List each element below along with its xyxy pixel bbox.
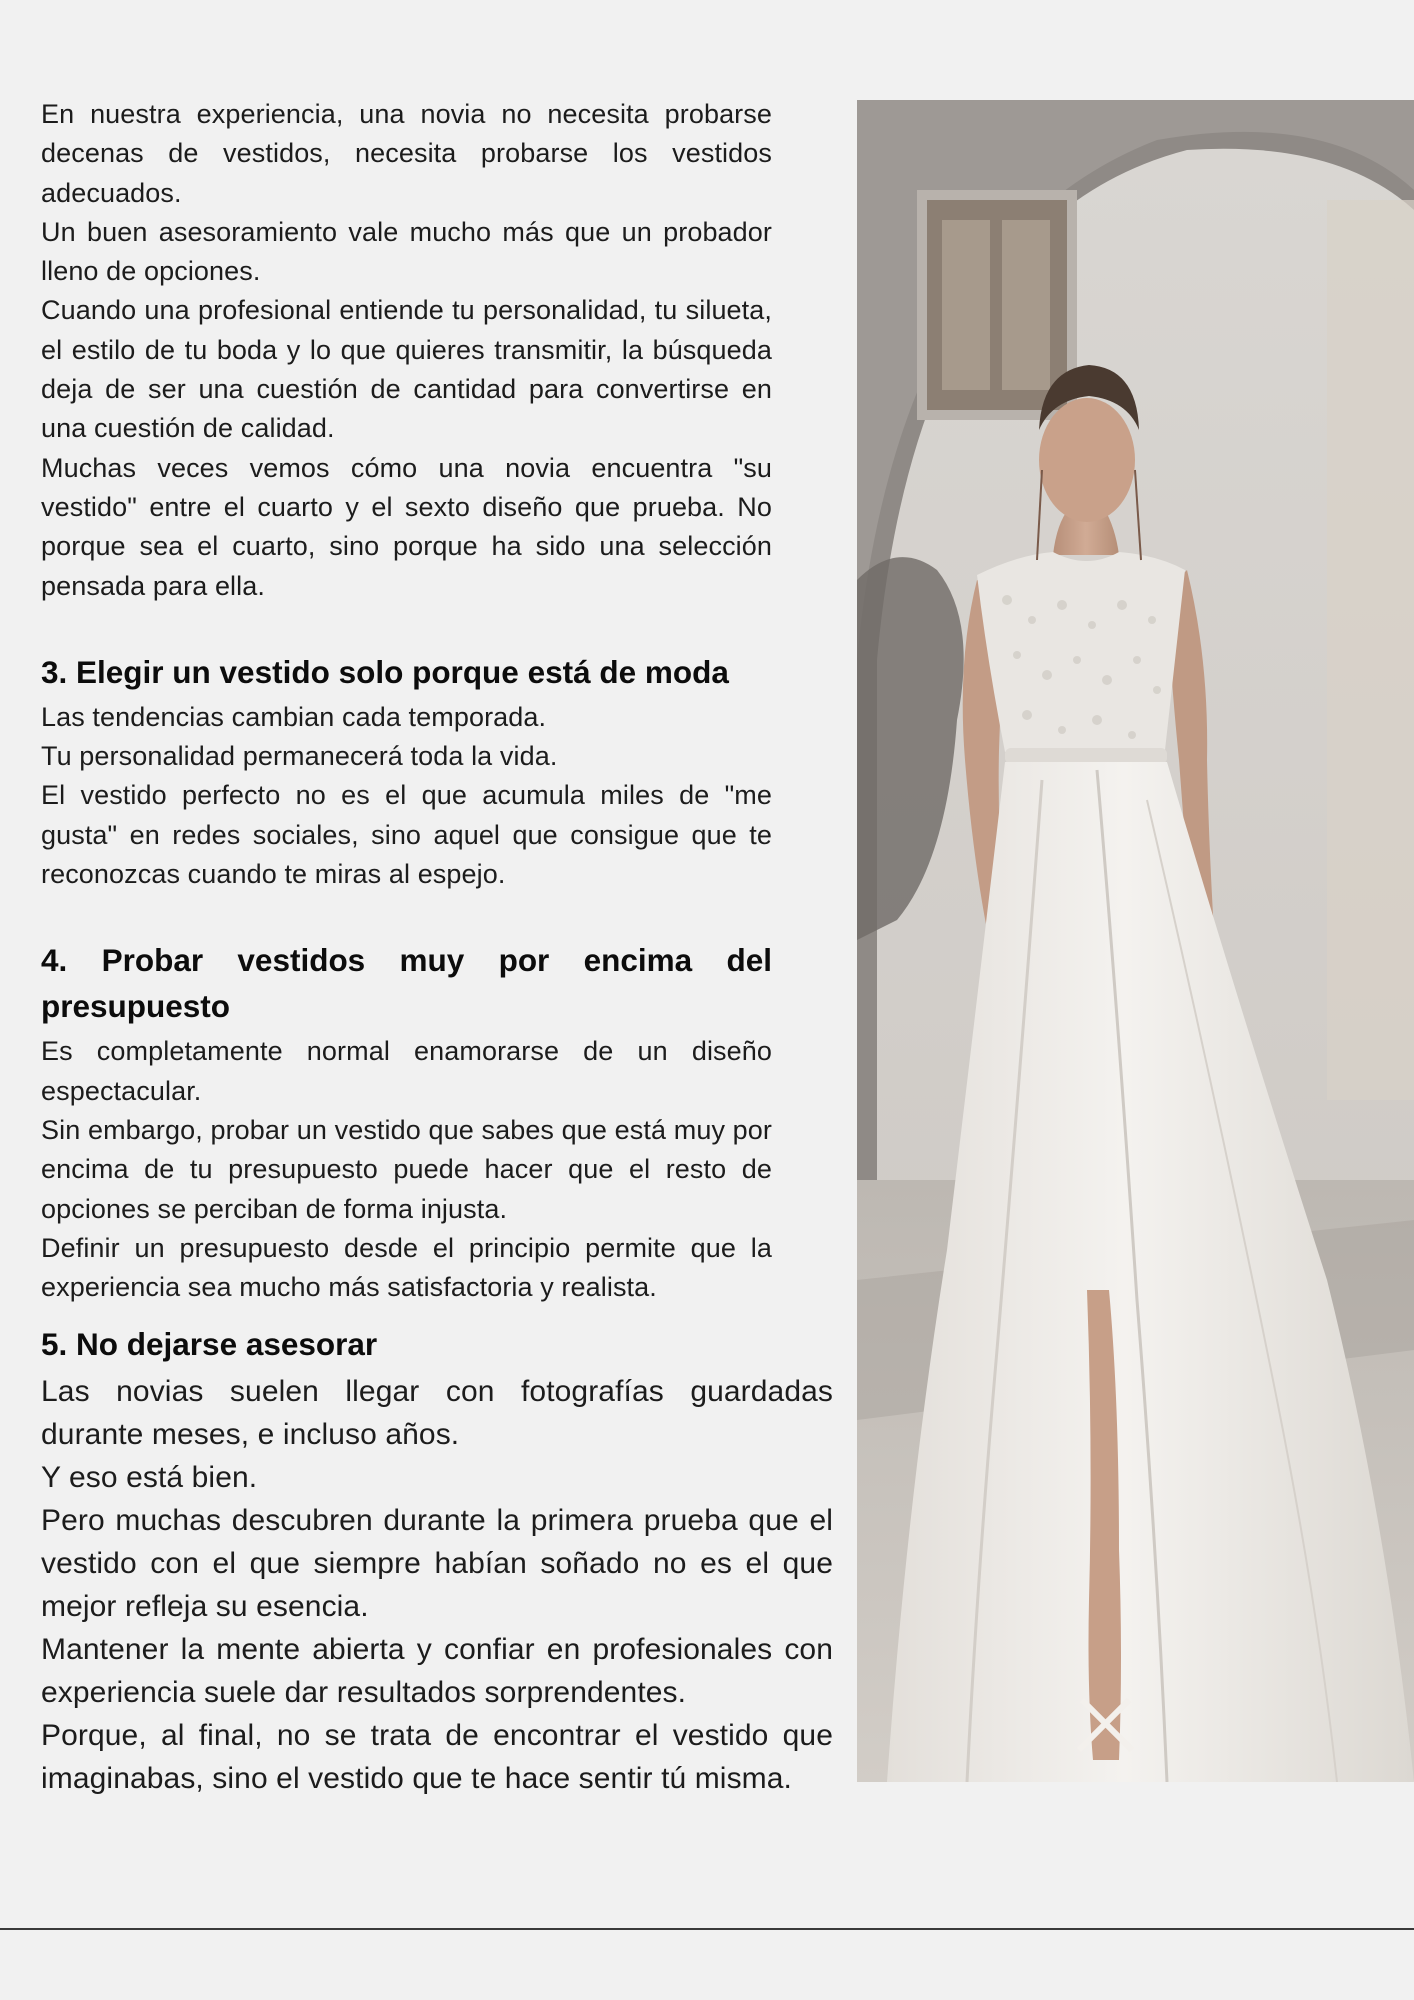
section-3-paragraph-2: Tu personalidad permanecerá toda la vida.: [41, 741, 558, 772]
section-4-paragraph-2: Sin embargo, probar un vestido que sabes que está muy por encima de tu presupuesto puede hacer que el resto de opciones se perciban de forma injusta.: [41, 1114, 772, 1224]
section-4-heading: 4. Probar vestidos muy por encima del presupuesto: [41, 942, 772, 1025]
section-4-paragraph-3: Definir un presupuesto desde el principio permite que la experiencia sea mucho más satisfactoria y realista.: [41, 1232, 772, 1303]
section-5-paragraph-1: Las novias suelen llegar con fotografías guardadas durante meses, e incluso años.: [41, 1375, 833, 1452]
footer-divider: [0, 1928, 1414, 1930]
bridal-dress-illustration: [857, 100, 1414, 1782]
section-5-heading: 5. No dejarse asesorar: [41, 1326, 378, 1363]
section-3-block: [41, 698, 772, 894]
section-5-paragraph-3: Pero muchas descubren durante la primera prueba que el vestido con el que siempre habían soñado no es el que mejor refleja su esencia.: [41, 1504, 833, 1624]
section-4-paragraph-1: Es completamente normal enamorarse de un diseño espectacular.: [41, 1036, 772, 1106]
section-5-paragraph-2: Y eso está bien.: [41, 1461, 258, 1495]
section-3-heading: 3. Elegir un vestido solo porque está de moda: [41, 653, 729, 690]
section-5-paragraph-4: Mantener la mente abierta y confiar en profesionales con experiencia suele dar resultados sorprendentes.: [41, 1633, 833, 1710]
bridal-dress-photo: [857, 100, 1414, 1782]
intro-paragraph-2: Un buen asesoramiento vale mucho más que un probador lleno de opciones.: [41, 216, 772, 287]
intro-paragraph-1: En nuestra experiencia, una novia no necesita probarse decenas de vestidos, necesita probarse los vestidos adecuados.: [41, 99, 772, 208]
section-5-block: [41, 1370, 833, 1800]
section-4-block: [41, 1032, 772, 1307]
section-3-paragraph-3: El vestido perfecto no es el que acumula miles de "me gusta" en redes sociales, sino aquel que consigue que te reconozcas cuando te miras al espejo.: [41, 780, 772, 890]
section-5-paragraph-5: Porque, al final, no se trata de encontrar el vestido que imaginabas, sino el vestido que te hace sentir tú misma.: [41, 1719, 833, 1796]
intro-block: [41, 95, 772, 606]
intro-paragraph-4: Muchas veces vemos cómo una novia encuentra "su vestido" entre el cuarto y el sexto diseño que prueba. No porque sea el cuarto, sino porque ha sido una selección pensada para ella.: [41, 452, 772, 601]
section-3-paragraph-1: Las tendencias cambian cada temporada.: [41, 701, 547, 732]
intro-paragraph-3: Cuando una profesional entiende tu personalidad, tu silueta, el estilo de tu boda y lo que quieres transmitir, la búsqueda deja de ser una cuestión de cantidad para convertirse en una cuestión de calidad.: [41, 295, 772, 444]
article-column: [41, 95, 833, 1800]
